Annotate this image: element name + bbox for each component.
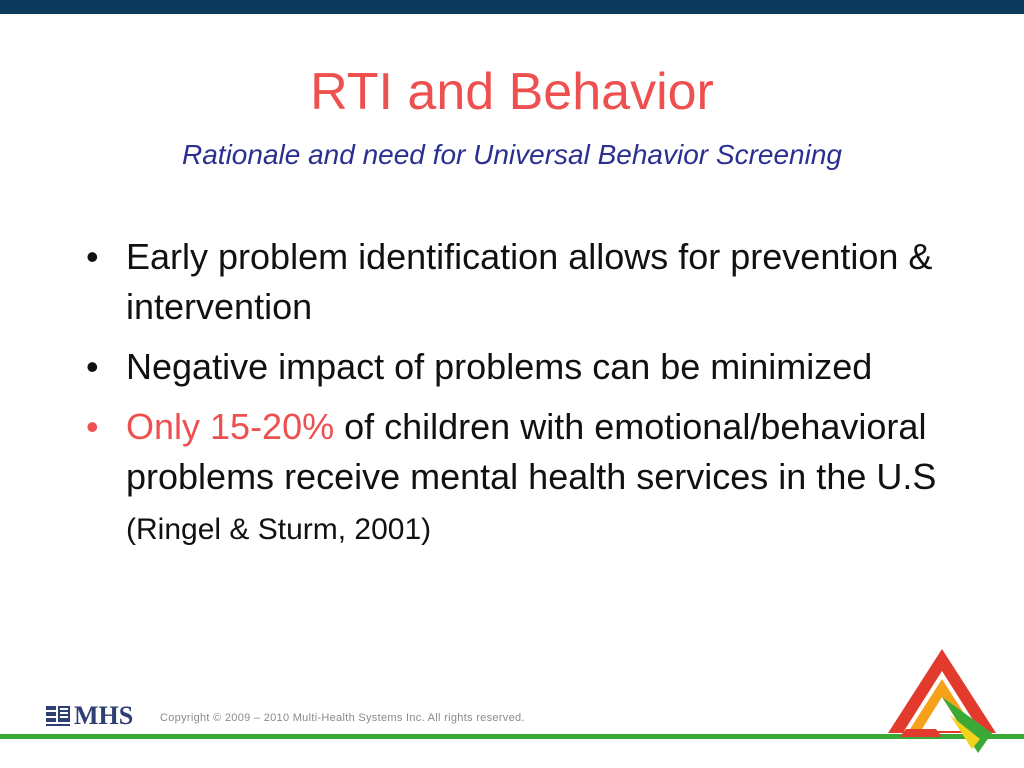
bullet-dot: •: [86, 406, 99, 447]
slide-title: RTI and Behavior: [310, 63, 714, 121]
bullet-dot: •: [86, 346, 99, 387]
footer-line: [0, 734, 1024, 739]
top-bar: [0, 0, 1024, 14]
logo-text: MHS: [74, 701, 134, 730]
triangle-logo-icon: [880, 645, 1000, 755]
bullet-item: [86, 402, 946, 555]
bullet-citation: (Ringel & Sturm, 2001): [126, 513, 432, 546]
bullet-dot: •: [86, 236, 99, 277]
copyright-text: Copyright © 2009 – 2010 Multi-Health Systems Inc. All rights reserved.: [160, 712, 525, 724]
bullet-highlight: Only 15-20%: [126, 406, 335, 447]
mhs-logo: [46, 702, 133, 730]
mhs-emblem-icon: [46, 705, 70, 727]
bullet-text: Early problem identification allows for prevention & intervention: [126, 236, 933, 327]
slide-subtitle: Rationale and need for Universal Behavior Screening: [182, 139, 842, 170]
bullet-list: [86, 232, 946, 565]
bullet-text: of children with emotional/behavioral problems receive mental health services in the U.S: [126, 406, 937, 497]
bullet-text: Negative impact of problems can be minimized: [126, 346, 873, 387]
bullet-item: [86, 232, 946, 332]
bullet-item: [86, 342, 946, 392]
